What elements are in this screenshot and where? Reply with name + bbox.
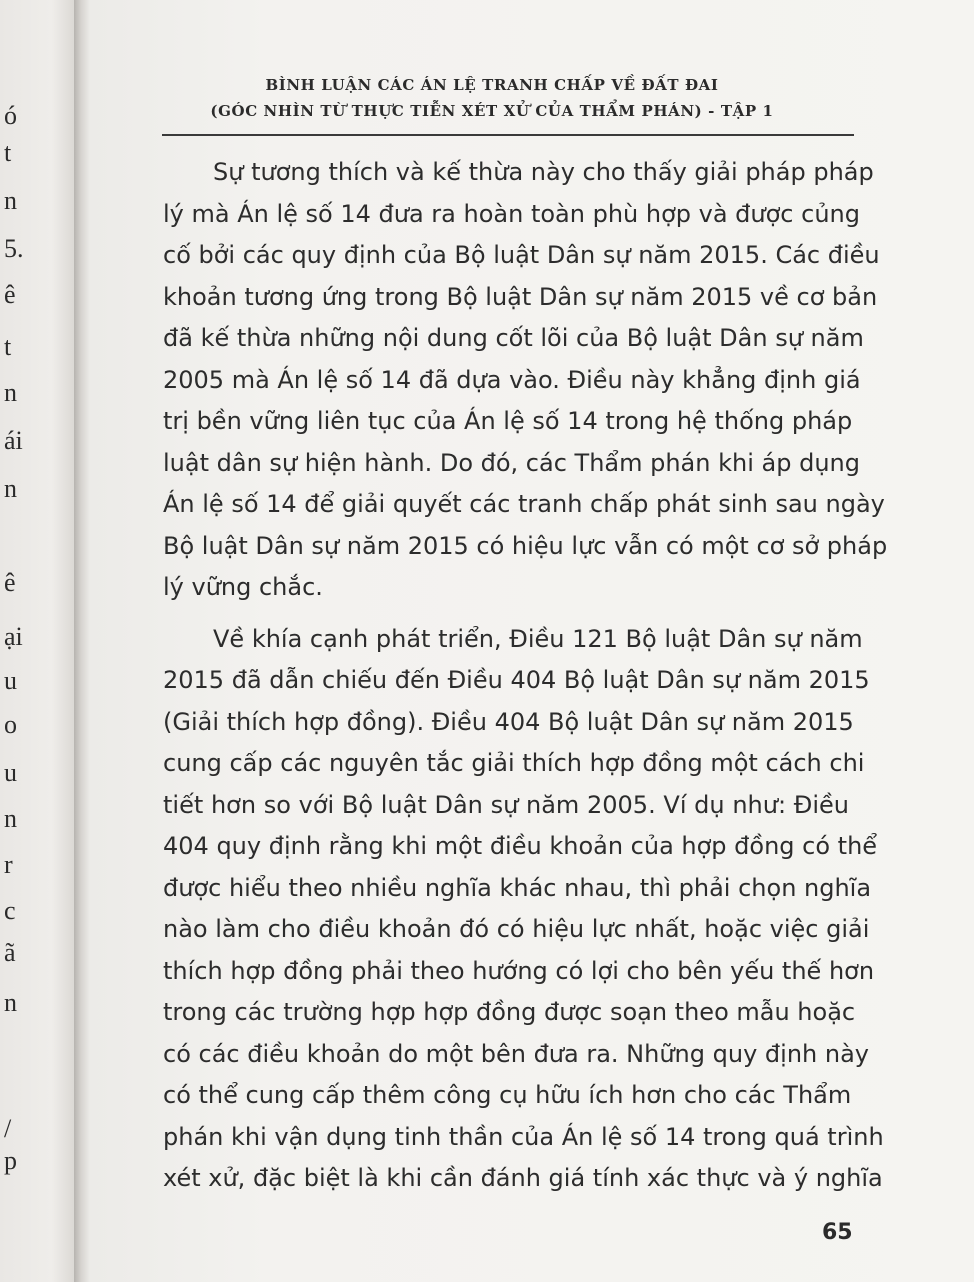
header-line-2: (GÓC NHÌN TỪ THỰC TIỄN XÉT XỬ CỦA THẨM PHÁN) - TẬP 1 (210, 102, 774, 120)
prev-page-fragment: t (4, 138, 12, 167)
prev-page-fragment: t (4, 332, 12, 361)
paragraph-2 (163, 619, 884, 1200)
prev-page-fragment: ái (4, 426, 23, 455)
prev-page-fragment: n (4, 988, 17, 1017)
text-line: nào làm cho điều khoản đó có hiệu lực nhất, hoặc việc giải (163, 915, 870, 943)
text-line: xét xử, đặc biệt là khi cần đánh giá tính xác thực và ý nghĩa (163, 1164, 883, 1192)
body-text (163, 152, 888, 1200)
text-line: tiết hơn so với Bộ luật Dân sự năm 2005. Ví dụ như: Điều (163, 790, 849, 819)
text-line: cố bởi các quy định của Bộ luật Dân sự năm 2015. Các điều (163, 241, 880, 269)
text-line: 404 quy định rằng khi một điều khoản của hợp đồng có thể (163, 832, 878, 860)
prev-page-fragment: c (4, 896, 16, 925)
prev-page-fragment: ại (4, 622, 23, 651)
prev-page-fragment: n (4, 474, 17, 503)
paragraph-gap (163, 609, 849, 619)
prev-page-fragment: n (4, 378, 17, 407)
prev-page-fragment: p (4, 1146, 17, 1175)
text-line: Sự tương thích và kế thừa này cho thấy giải pháp pháp (213, 158, 874, 186)
prev-page-fragment: n (4, 186, 17, 215)
prev-page-fragment: u (4, 758, 17, 787)
prev-page-fragment: r (4, 850, 13, 879)
prev-page-fragment: 5. (4, 234, 24, 263)
prev-page-fragment: u (4, 666, 17, 695)
prev-page-fragment: o (4, 710, 17, 739)
prev-page-fragment: / (4, 1114, 12, 1143)
running-header (130, 72, 854, 124)
paragraph-1 (163, 152, 888, 609)
text-line: luật dân sự hiện hành. Do đó, các Thẩm phán khi áp dụng (163, 448, 860, 477)
prev-page-fragment: n (4, 804, 17, 833)
text-line: trong các trường hợp hợp đồng được soạn theo mẫu hoặc (163, 998, 856, 1026)
header-rule (162, 134, 854, 136)
previous-page-edge (0, 0, 74, 1282)
prev-page-fragment: ê (4, 280, 16, 309)
prev-page-fragment: ó (4, 101, 17, 130)
text-line: Bộ luật Dân sự năm 2015 có hiệu lực vẫn có một cơ sở pháp (163, 531, 888, 560)
prev-page-fragment: ã (4, 938, 16, 967)
text-line: có các điều khoản do một bên đưa ra. Những quy định này (163, 1039, 869, 1068)
text-line: (Giải thích hợp đồng). Điều 404 Bộ luật Dân sự năm 2015 (163, 707, 854, 736)
text-line: lý vững chắc. (163, 573, 323, 601)
text-line: 2015 đã dẫn chiếu đến Điều 404 Bộ luật Dân sự năm 2015 (163, 666, 870, 694)
text-line: Về khía cạnh phát triển, Điều 121 Bộ luật Dân sự năm (213, 624, 863, 653)
prev-page-fragment: ê (4, 568, 16, 597)
text-line: cung cấp các nguyên tắc giải thích hợp đồng một cách chi (163, 749, 865, 777)
text-line: phán khi vận dụng tinh thần của Án lệ số 14 trong quá trình (163, 1122, 884, 1151)
text-line: Án lệ số 14 để giải quyết các tranh chấp phát sinh sau ngày (163, 490, 885, 518)
text-line: 2005 mà Án lệ số 14 đã dựa vào. Điều này khẳng định giá (163, 365, 861, 394)
text-line: đã kế thừa những nội dung cốt lõi của Bộ luật Dân sự năm (163, 324, 864, 352)
text-line: thích hợp đồng phải theo hướng có lợi cho bên yếu thế hơn (163, 956, 875, 985)
text-line: lý mà Án lệ số 14 đưa ra hoàn toàn phù hợp và được củng (163, 199, 860, 228)
book-gutter (74, 0, 90, 1282)
text-line: có thể cung cấp thêm công cụ hữu ích hơn cho các Thẩm (163, 1081, 852, 1109)
text-line: được hiểu theo nhiều nghĩa khác nhau, thì phải chọn nghĩa (163, 873, 872, 902)
page-number: 65 (822, 1220, 853, 1245)
header-line-1: BÌNH LUẬN CÁC ÁN LỆ TRANH CHẤP VỀ ĐẤT ĐAI (265, 76, 719, 94)
text-line: khoản tương ứng trong Bộ luật Dân sự năm 2015 về cơ bản (163, 282, 878, 311)
text-line: trị bền vững liên tục của Án lệ số 14 trong hệ thống pháp (163, 407, 853, 435)
